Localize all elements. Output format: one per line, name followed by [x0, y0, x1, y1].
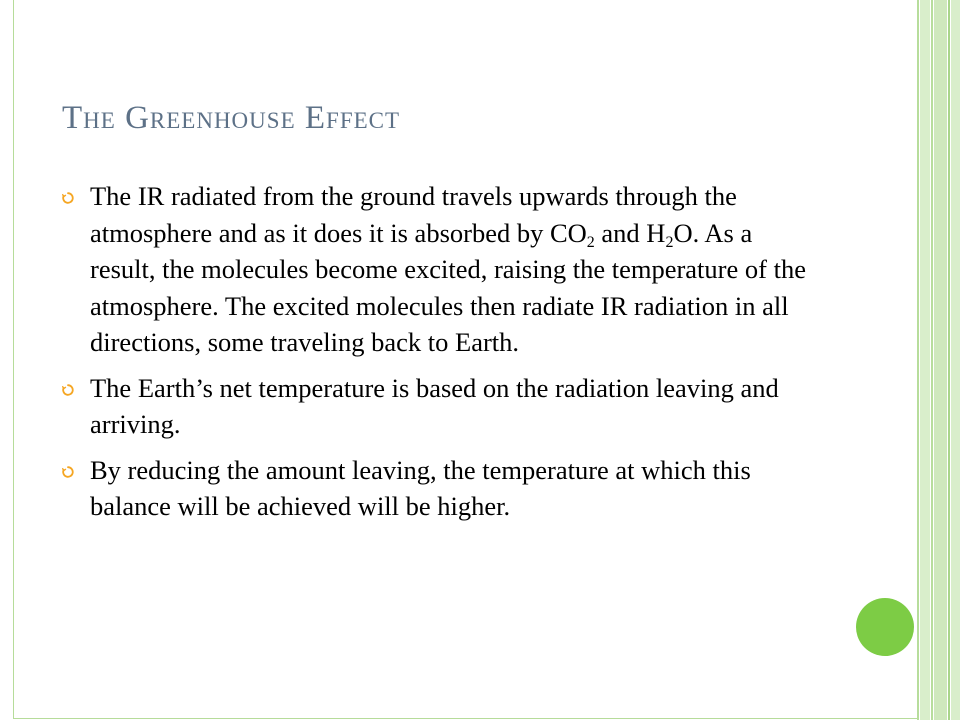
- side-stripe: [917, 0, 919, 720]
- side-stripe: [920, 0, 930, 720]
- side-stripe: [931, 0, 933, 720]
- recycle-loop-icon: [62, 192, 74, 204]
- bullet-text: By reducing the amount leaving, the temperature at which this balance will be achieved will be higher.: [90, 454, 751, 521]
- side-stripe: [951, 0, 960, 720]
- bullet-item: [62, 178, 822, 361]
- bullet-item: [62, 370, 822, 443]
- bullet-item: [62, 452, 822, 525]
- slide-title: The Greenhouse Effect: [62, 100, 401, 136]
- recycle-loop-icon: [62, 384, 74, 396]
- side-stripe: [934, 0, 947, 720]
- bullet-text: The Earth’s net temperature is based on the radiation leaving and arriving.: [90, 372, 779, 439]
- bullet-text: The IR radiated from the ground travels upwards through the atmosphere and as it does it is absorbed by $CO_2$ and $H_2O$. As a result, the molecules become excited, raising the temperature of the atmosphere. The excited molecules then radiate IR radiation in all directions, some traveling back to Earth.: [90, 181, 806, 357]
- side-stripe: [948, 0, 950, 720]
- decorative-circle: [856, 598, 914, 656]
- recycle-loop-icon: [62, 466, 74, 478]
- bullet-list: [62, 178, 822, 534]
